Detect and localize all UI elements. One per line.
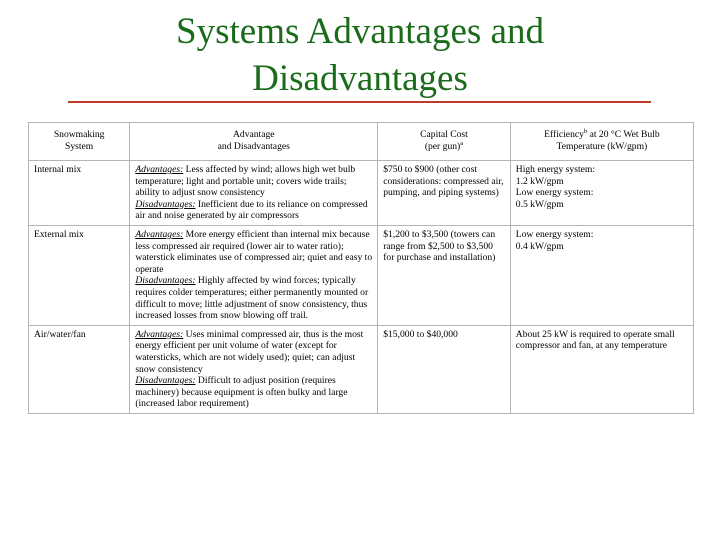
disadvantages-label: Disadvantages: xyxy=(135,375,196,387)
cell-cost: $750 to $900 (other cost considerations: compressed air, pumping, and piping systems) xyxy=(378,161,511,226)
advantages-label: Advantages: xyxy=(135,164,184,175)
footnote-b: b xyxy=(583,127,588,135)
title-divider xyxy=(68,101,651,103)
header-efficiency: Efficiency$^b$ at 20 °C Wet Bulb Temperature (kW/gpm) xyxy=(510,123,693,161)
advantages-label: Advantages: xyxy=(135,228,184,240)
cell-advantages: Advantages: Uses minimal compressed air, thus is the most energy efficient per unit volume of water (except for watersticks, which are not widely used); quiet; can adjust snow consistency Disadvantages: Difficult to adjust position (requires machinery) because equipment is often bulky and large (increased labor requirement) xyxy=(130,325,378,413)
cell-efficiency: About 25 kW is required to operate small compressor and fan, at any temperature xyxy=(510,325,693,413)
cell-advantages: Advantages: Less affected by wind; allows high wet bulb temperature; light and portable unit; covers wide trails; ability to adjust snow consistency Disadvantages: Inefficient due to its reliance on compressed air and noise generated by air compressors xyxy=(130,161,378,226)
advantages-label: Advantages: xyxy=(135,328,184,340)
table-header-row xyxy=(29,123,694,161)
slide-title xyxy=(60,8,660,102)
slide-title-line-1: Systems Advantages and xyxy=(176,11,544,52)
cell-advantages: Advantages: More energy efficient than internal mix because less compressed air required (lower air to water ratio); waterstick eliminates use of compressed air; quiet and easy to operate Disadvantages: Highly affected by wind forces; typically requires colder temperatures; either permanently mounted or difficult to move; little adjustment of snow consistency, thus increased losses from snow blowing off trail. xyxy=(130,225,378,325)
cell-system: Air/water/fan xyxy=(29,325,130,413)
table-row-external-mix xyxy=(29,225,694,325)
header-capital-cost: Capital Cost (per gun)$^a$ xyxy=(378,123,511,161)
cell-system: Internal mix xyxy=(29,161,130,226)
table-row-air-water-fan xyxy=(29,325,694,413)
cell-cost: $15,000 to $40,000 xyxy=(378,325,511,413)
disadvantages-label: Disadvantages: xyxy=(135,275,196,287)
cell-system: External mix xyxy=(29,225,130,325)
cell-efficiency: Low energy system: 0.4 kW/gpm xyxy=(510,225,693,325)
footnote-a: a xyxy=(460,139,464,147)
header-snowmaking-system: Snowmaking System xyxy=(29,123,130,161)
slide-title-line-2: Disadvantages xyxy=(252,58,468,99)
cell-efficiency: High energy system: 1.2 kW/gpm Low energy system: 0.5 kW/gpm xyxy=(510,161,693,226)
cell-cost: $1,200 to $3,500 (towers can range from $2,500 to $3,500 for purchase and installation) xyxy=(378,225,511,325)
disadvantages-label: Disadvantages: xyxy=(135,198,196,210)
systems-comparison-table xyxy=(28,122,694,414)
table-row-internal-mix xyxy=(29,161,694,226)
header-advantages: Advantage and Disadvantages xyxy=(130,123,378,161)
